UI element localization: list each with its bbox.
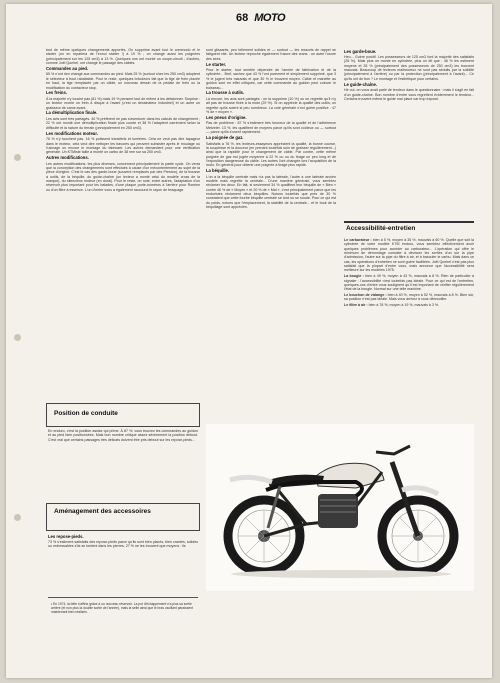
photo-caption (51, 602, 201, 614)
subheading: Les pneus d'origine. (206, 114, 247, 120)
paragraph: Heu... Guère positif. Les possesseurs de 125 cm3 font la majorité des satisfaits (26 %). Mais plus on monte en cylindrée, plus on dit que : 46 % les estiment moyens et 28 % (principalement des possesseurs de 250 cm3) les trouvent mauvais. Beaucoup de lecteurs malheureux ne sont pas séduits par la solidité (principalement à l'arrière) ou par la protection (principalement à l'avant)... Ce qu'ils ont de bon ? Le montage et l'esthétique pour certains. (344, 55, 474, 81)
caption-bullet: • (51, 602, 54, 606)
section-title-accessibilite: Accessibilité-entretien (346, 225, 416, 232)
paragraph (344, 303, 474, 307)
section-title-amenagement: Aménagement des accessoires (54, 508, 151, 515)
paragraph: Satisfaits à 76 %, les lecteurs-essayeurs apprécient la qualité, la bonne course, la souplesse et la douceur (en prenant toutefois soin de graisser régulièrement...) ainsi que la rapidité pour le changement de câble. Par contre, cette même poignée de gaz est jugée moyenne à 22 % ou ou du tirage un peu long et de l'exposition dangereuse du câble. Les autres l'ont changée lors l'acquisition de la moto. En général pour obtenir une poignée à tirage plus rapide. (206, 141, 336, 168)
subheading: La béquille. (206, 168, 230, 174)
inline-heading: Le carburateur : (344, 238, 372, 242)
subheading: Autres modifications. (46, 155, 89, 161)
page-number: 68 (236, 12, 249, 24)
binder-hole (14, 154, 21, 161)
subheading: La démultiplication finale. (46, 110, 98, 116)
subheading: Les garde-boue. (344, 48, 377, 54)
paragraph (344, 293, 474, 302)
paragraph (344, 274, 474, 291)
paragraph (344, 238, 474, 273)
subheading: La poignée de gaz. (206, 134, 244, 140)
inline-text: bien à 40 %, moyen à 52 %, mauvais à 8 %. Bien sûr, sa position n'est pas idéale. Mais vous arrivez à vous débrouiller. (344, 293, 475, 302)
paragraph: Les autres modifications, les plus diverses, concernent principalement la partie cycle. On verra que la conception des changements sont effectués à cause d'un mécontentement au sujet de la pièce d'origine. C'est le cas des garde-boue (souvent remplacés par des Preston), de la trousse à outils, de la béquille, du guide-chaîne (un lecteur a monté celui du modèle cross de la marque), du silencieux moteur (en dural). Pour le reste, on note, entre autres, l'adaptation d'un réservoir plus important pour les balades, d'une plaque porte-numéros à l'arrière pour Romien ou d'un filtre à essence. L'un d'entre vous a également raccourci le rayon de braquage. (46, 161, 200, 192)
section-rule (344, 221, 474, 223)
inline-heading: Le bouchon de vidange : (344, 293, 387, 298)
section-title-position: Position de conduite (54, 410, 118, 417)
column-3-lower (344, 238, 474, 309)
position-text (48, 429, 198, 444)
inline-text: bien à 5 %, moyen à 35 %, mauvais à 60 %. Quelle que soit la cylindrée de votre modèle KTM enduro, vous semblez effectivement avoir quelques problèmes pour accéder au carburateur... L'opération qui offre le minimum de démontage consiste à dévisser les serfles d'un sur la pipe d'admission, l'autre sur la pipe du filtre à air, et à basculer le carbu. Mais dans ce cas, les opérations d'entretien ne sont guère facilitées. Joël Queirel n'est pas plus satisfait que la plupart d'entre vous, mais annonce que l'accessibilité sera meilleure sur les modèles 1975. (344, 238, 474, 273)
inline-text: bien à 78 %, moyen à 19 %, mauvais à 3 %. (368, 303, 440, 308)
binder-hole (14, 334, 21, 341)
paragraph: Les avis sont très partagés. 40 % préfèrent ne pas s'aventurer dans les calculs de changement ; 22 % ont monté une démultiplication finale plus courte et 38 % l'adaptent carrément selon la difficulté et la nature du terrain (principalement en 250 cm3). (46, 117, 200, 130)
subheading: Le starter. (206, 61, 227, 67)
column-1 (46, 48, 200, 194)
paragraph: Pour le starter, tout semble dépendre de l'année de fabrication et de la cylindrée... Bref, sachez que 43 % l'ont purement et simplement supprimé, que 3 % le jugent très mauvais et que 30 % le trouvent moyen. Câble et manette au guidon sont en effet critiqués, car cette commande au guidon peut coincer le boisseau... (206, 68, 336, 90)
inline-heading: Le filtre à air : (344, 303, 368, 308)
repose-text (48, 533, 198, 550)
paragraph: 65 % n'ont rien changé aux commandes au pied. Mais 25 % (surtout chez les 250 cm3) adoptent le sélecteur à bout rabattable. Pour le reste, quelques bricoleurs fait que la tige de frein placée en haut, la tige remplacée par un câble, un nouveau dessin de la pédale de frein ou la modification du contacteur stop. (46, 72, 200, 90)
binding-margin (6, 4, 28, 678)
paragraph: Là encore, les avis sont partagés : on la supprime (10 %) ou on regrette qu'il n'y ait pas de trousse fixée à la moto (29 %). Si on apprécie la qualité des outils, on regrette qu'ils soient si peu nombreux. La cote générale n'est guère positive : 47 % de « moyen ». (206, 96, 336, 114)
magazine-page (6, 4, 492, 678)
paragraph: À la majorité n'y touche pas (81 %) mais 19 % pensent tout de même à les détalonner. Surprise : un lecteur monte un frein à disque à l'avant (c'est un dessinateur industriel) et un autre un graisseur de came avant. (46, 96, 200, 110)
subheading: Les modifications moteur. (46, 130, 98, 136)
subheading: Les repose-pieds. (48, 533, 84, 539)
inline-heading: La bougie : (344, 274, 364, 279)
subheading: Commandes au pied. (46, 65, 89, 71)
paragraph: sont glissants, peu tellement solides et — surtout — les ressorts de rappel se fatiguent vite. Un lecteur reproche également l'usure des crans : un autre l'usure des axes. (206, 48, 336, 61)
subheading: Les freins. (46, 90, 67, 96)
paragraph: 76 % n'y touchent pas. 16 % polissent transferts et lumières. Cela ne veut pas dire tapageur dans le moteur, cela veut dire nettoyer les bavures qui peuvent subsister après le moulage ou l'usinage ou encore le montage du fabricant. Les autres demandent pour une vérification générale. Un KTMiste taille a monté un carbu de 38 mm sur sa 250 cm3. (46, 137, 200, 155)
page-header (236, 12, 285, 24)
motorcycle-illustration (206, 424, 474, 591)
paragraph: L'un a la béquille centrale mais n'a pas la latérale, l'autre a une latérale ancien modèle mais regrette la centrale... D'une manière générale, vous semblez réclamer les deux. En fait, si seulement 34 % qualifient leur béquille de « Bien » contre 46 % de « Moyen » et 20 % de « Mal », c'est principalement parce que les enduristes réclament deux béquilles. Notons toutefois que près de 30 % constatent que cette fourbe béquille centrale se tord ou se soude. Pour ce qui est du poids, notons que l'emplacement, la stabilité de la centrale... et le bout de la béquillage sont appréciés. (206, 174, 336, 210)
subheading: La trousse à outils. (206, 90, 245, 96)
motorcycle-photo (206, 424, 474, 591)
paragraph: 73 % s'estiment satisfaits des repose-pieds parce qu'ils sont bien placés, bien crantés, solides ou redressables s'ils se tordent dans les pierres. 27 % ne les trouvent que moyens : ils (48, 540, 198, 549)
paragraph: En enduro, c'est la position assise qui prime. À 87 %, vous trouvez les commandes au guidon et au pied bien positionnées. Mais bon nombre critique assez sévèrement la position debout. C'est vrai que certains passages très délicats doivent être pris debout sur les repose-pieds... (48, 429, 198, 442)
magazine-logo: MOTO (254, 12, 286, 24)
column-2 (206, 48, 336, 211)
column-3 (344, 48, 474, 103)
paragraph: Hé oui, on vous avait parlé de tendeur dans le questionnaire : mais il s'agit en fait d'un guide-chaîne. Bon nombre d'entre vous regrettent évidemment le tendeur... Certains trouvent même le guide mal placé car trop exposé. (344, 88, 474, 101)
caption-text: En 1974, la bête s'affine grâce à un nouveau réservoir. La pot d'échappement n'a plus sa sortie arrière (et non plus la double sortie de l'année), mais la selle ainsi que le bras oscillant paraissent maintenant bien réalisés. (51, 602, 193, 614)
subheading: Le guide-chaîne. (344, 81, 378, 87)
paragraph: tout de même quelques changements apportés. On supprime avant tout le commodo et le starter (on en reparlera de l'ennui starter !) à 19 % ; on change aussi les poignées (principalement sur les 125 cm3) à 13 %. Quelques uns ont monté un coupe-circuit ; d'autres, comme Joël Queirel, ont changé le passage des câbles. (46, 48, 200, 66)
paragraph: Pas de problème : 87 % s'estiment très heureux de la qualité et de l'adhérence Metzeler. 13 %, les qualifient de moyens parce qu'ils sont coûteux ou — surtout — parce qu'ils s'usent rapidement. (206, 121, 336, 135)
caption-rule (48, 597, 198, 598)
inline-text: bien à 49 %, moyen à 43 %, mauvais à 8 %. Rien de particulier à signaler : l'accessibilité n'est toutefois pas idéale. Pour ce qui est de l'entretien, quelques-uns d'entre vous soulignent qu'il est important de vérifier régulièrement l'état de la bougie. Normal sur une telle machine. (344, 274, 474, 292)
binder-hole (14, 514, 21, 521)
